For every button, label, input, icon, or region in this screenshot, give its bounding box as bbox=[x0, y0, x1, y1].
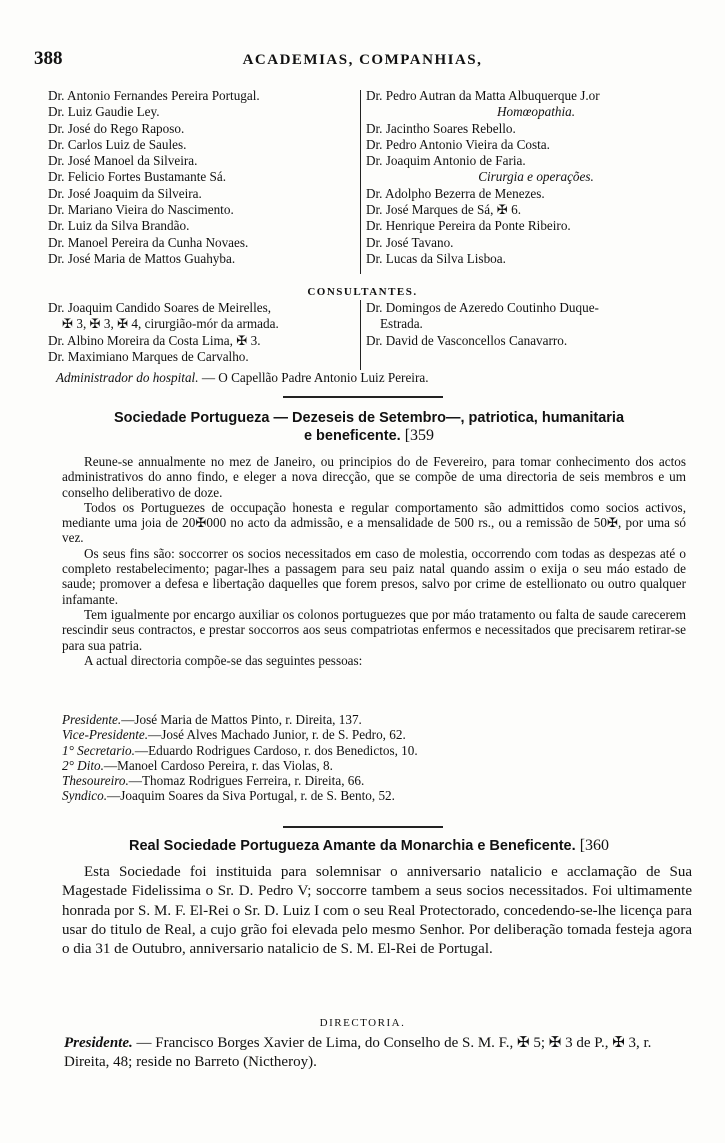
section-divider bbox=[283, 826, 443, 828]
officer-role: Syndico. bbox=[62, 788, 108, 804]
column-divider bbox=[360, 300, 361, 370]
column-divider bbox=[360, 90, 361, 274]
officer-role: 2° Dito. bbox=[62, 757, 104, 773]
consultant-entry: Dr. Domingos de Azeredo Coutinho Duque- bbox=[366, 300, 599, 315]
officer-row bbox=[62, 727, 418, 742]
member-entry: Dr. Carlos Luiz de Saules. bbox=[48, 136, 187, 152]
member-entry: Dr. José Marques de Sá, ✠ 6. bbox=[366, 202, 521, 218]
section1-title bbox=[44, 409, 694, 445]
consultant-entry: Dr. Joaquim Candido Soares de Meirelles, bbox=[48, 300, 272, 315]
section1-title-line2 bbox=[44, 427, 694, 445]
president-entry bbox=[64, 1034, 694, 1073]
member-entry: Dr. Luiz Gaudie Ley. bbox=[48, 104, 160, 120]
section2-title-text: Real Sociedade Portugueza Amante da Monarchia e Beneficente. bbox=[128, 838, 576, 854]
paragraph: Os seus fins são: soccorrer os socios necessitados em caso de molestia, occorrendo com todas as despezas até o completo restabelecimento; pagar-lhes a passagem para seu paiz natal quando assim o exija o seu máo estado de saude; promover a defesa e libertação daquelles que forem presos, salvo por crime de estellionato ou outro qualquer infamante. bbox=[62, 545, 686, 607]
officer-name: —Joaquim Soares da Siva Portugal, r. de S. Bento, 52. bbox=[107, 788, 395, 804]
member-entry: Dr. José do Rego Raposo. bbox=[48, 120, 185, 136]
members-left-column bbox=[48, 88, 356, 267]
member-entry: Dr. José Maria de Mattos Guahyba. bbox=[48, 250, 236, 266]
member-entry: Dr. José Tavano. bbox=[366, 234, 454, 250]
administrator-line bbox=[56, 370, 429, 386]
section1-officers bbox=[62, 712, 418, 804]
officer-row bbox=[62, 788, 418, 803]
officer-name: —Eduardo Rodrigues Cardoso, r. dos Benedictos, 10. bbox=[134, 742, 418, 758]
member-entry: Dr. Mariano Vieira do Nascimento. bbox=[48, 202, 234, 218]
officer-role: Thesoureiro. bbox=[62, 773, 129, 789]
consultant-entry: Dr. Albino Moreira da Costa Lima, ✠ 3. bbox=[48, 332, 261, 348]
consultant-entry: Dr. Maximiano Marques de Carvalho. bbox=[48, 348, 249, 364]
president-text: — Francisco Borges Xavier de Lima, do Conselho de S. M. F., ✠ 5; ✠ 3 de P., ✠ 3, r. Direita, 48; reside no Barreto (Nictheroy). bbox=[64, 1035, 652, 1071]
officer-role: Presidente. bbox=[62, 712, 122, 727]
officer-name: —Manoel Cardoso Pereira, r. das Violas, 8. bbox=[103, 757, 333, 773]
section-divider bbox=[283, 396, 443, 398]
member-entry: Dr. Antonio Fernandes Pereira Portugal. bbox=[48, 88, 260, 103]
president-label: Presidente. bbox=[64, 1035, 133, 1051]
section2-ref: [360 bbox=[579, 837, 610, 854]
administrator-label: Administrador do hospital. bbox=[56, 370, 199, 385]
running-head: ACADEMIAS, COMPANHIAS, bbox=[242, 52, 483, 68]
consultant-entry: Dr. David de Vasconcellos Canavarro. bbox=[366, 332, 568, 348]
section2-body bbox=[62, 863, 692, 959]
member-entry: Dr. Pedro Antonio Vieira da Costa. bbox=[366, 136, 550, 152]
consultant-entry: ✠ 3, ✠ 3, ✠ 4, cirurgião-mór da armada. bbox=[62, 316, 279, 332]
member-entry: Dr. Felicio Fortes Bustamante Sá. bbox=[48, 169, 227, 185]
administrator-value: — O Capellão Padre Antonio Luiz Pereira. bbox=[201, 370, 429, 385]
member-entry: Dr. Joaquim Antonio de Faria. bbox=[366, 153, 526, 169]
page-number: 388 bbox=[34, 48, 63, 69]
member-entry: Dr. José Manoel da Silveira. bbox=[48, 153, 198, 169]
paragraph: A actual directoria compõe-se das seguintes pessoas: bbox=[84, 652, 363, 668]
consultantes-heading: CONSULTANTES. bbox=[307, 286, 418, 298]
section1-ref: [359 bbox=[404, 427, 435, 444]
officer-row bbox=[62, 773, 418, 788]
officer-role: 1° Secretario. bbox=[62, 742, 135, 758]
paragraph: Tem igualmente por encargo auxiliar os colonos portuguezes que por máo tratamento ou falta de saude carecerem rescindir seus contractos, e prestar soccorros aos seus compatriotas enfermos e necessitados que precisarem retirar-se para sua patria. bbox=[62, 606, 686, 653]
homoeopathia-heading: Homœopathia. bbox=[496, 104, 576, 120]
consultantes-right bbox=[366, 300, 686, 349]
consultant-entry: Estrada. bbox=[380, 316, 423, 332]
member-entry: Dr. Lucas da Silva Lisboa. bbox=[366, 250, 506, 266]
officer-role: Vice-Presidente. bbox=[62, 727, 149, 743]
member-entry: Dr. Adolpho Bezerra de Menezes. bbox=[366, 185, 545, 201]
cirurgia-heading: Cirurgia e operações. bbox=[478, 169, 594, 185]
member-entry: Dr. Henrique Pereira da Ponte Ribeiro. bbox=[366, 218, 571, 234]
directoria-heading: DIRECTORIA. bbox=[319, 1017, 406, 1029]
member-entry: Dr. Manoel Pereira da Cunha Novaes. bbox=[48, 234, 249, 250]
members-right-column bbox=[366, 88, 706, 267]
paragraph: Esta Sociedade foi instituida para solemnisar o anniversario natalicio e acclamação de Sua Magestade Fidelissima o Sr. D. Pedro V; soccorre tambem a seus socios necessitados. Foi ultimamente honrada por S. M. F. El-Rei o Sr. D. Luiz I com o seu Real Protectorado, concedendo-se-lhe licença para usar do titulo de Real, a cujo grão foi elevada pelo mesmo Senhor. Por deliberação tomada festeja agora o dia 31 de Outubro, anniversario natalicio de S. M. El-Rei de Portugal. bbox=[62, 864, 692, 958]
member-entry: Dr. Jacintho Soares Rebello. bbox=[366, 120, 516, 136]
officer-row bbox=[62, 758, 418, 773]
officer-row bbox=[62, 743, 418, 758]
paragraph: Todos os Portuguezes de occupação honesta e regular comportamento são admittidos como socios activos, mediante uma joia de 20✠000 no acto da admissão, e a mensalidade de 500 rs., ou a remissão de 50✠, por uma só vez. bbox=[62, 499, 686, 546]
section1-title-line1: Sociedade Portugueza — Dezeseis de Setembro—, patriotica, humanitaria bbox=[113, 410, 625, 426]
officer-name: —Thomaz Rodrigues Ferreira, r. Direita, 66. bbox=[128, 773, 365, 789]
section1-title-text: e beneficente. bbox=[303, 428, 401, 444]
paragraph: Reune-se annualmente no mez de Janeiro, ou principios do de Fevereiro, para tomar conhecimento dos actos administrativos do anno findo, e eleger a nova direcção, que se compõe de uma directoria de seis membros e um conselho deliberativo de doze. bbox=[62, 454, 686, 500]
officer-row bbox=[62, 712, 418, 727]
member-entry: Dr. José Joaquim da Silveira. bbox=[48, 185, 202, 201]
consultantes-left bbox=[48, 300, 362, 365]
member-entry: Dr. Pedro Autran da Matta Albuquerque J.or bbox=[366, 88, 600, 103]
officer-name: —José Alves Machado Junior, r. de S. Pedro, 62. bbox=[148, 727, 406, 743]
section1-body bbox=[62, 454, 686, 668]
officer-name: —José Maria de Mattos Pinto, r. Direita, 137. bbox=[121, 712, 362, 727]
member-entry: Dr. Luiz da Silva Brandão. bbox=[48, 218, 190, 234]
section2-title bbox=[44, 837, 694, 855]
